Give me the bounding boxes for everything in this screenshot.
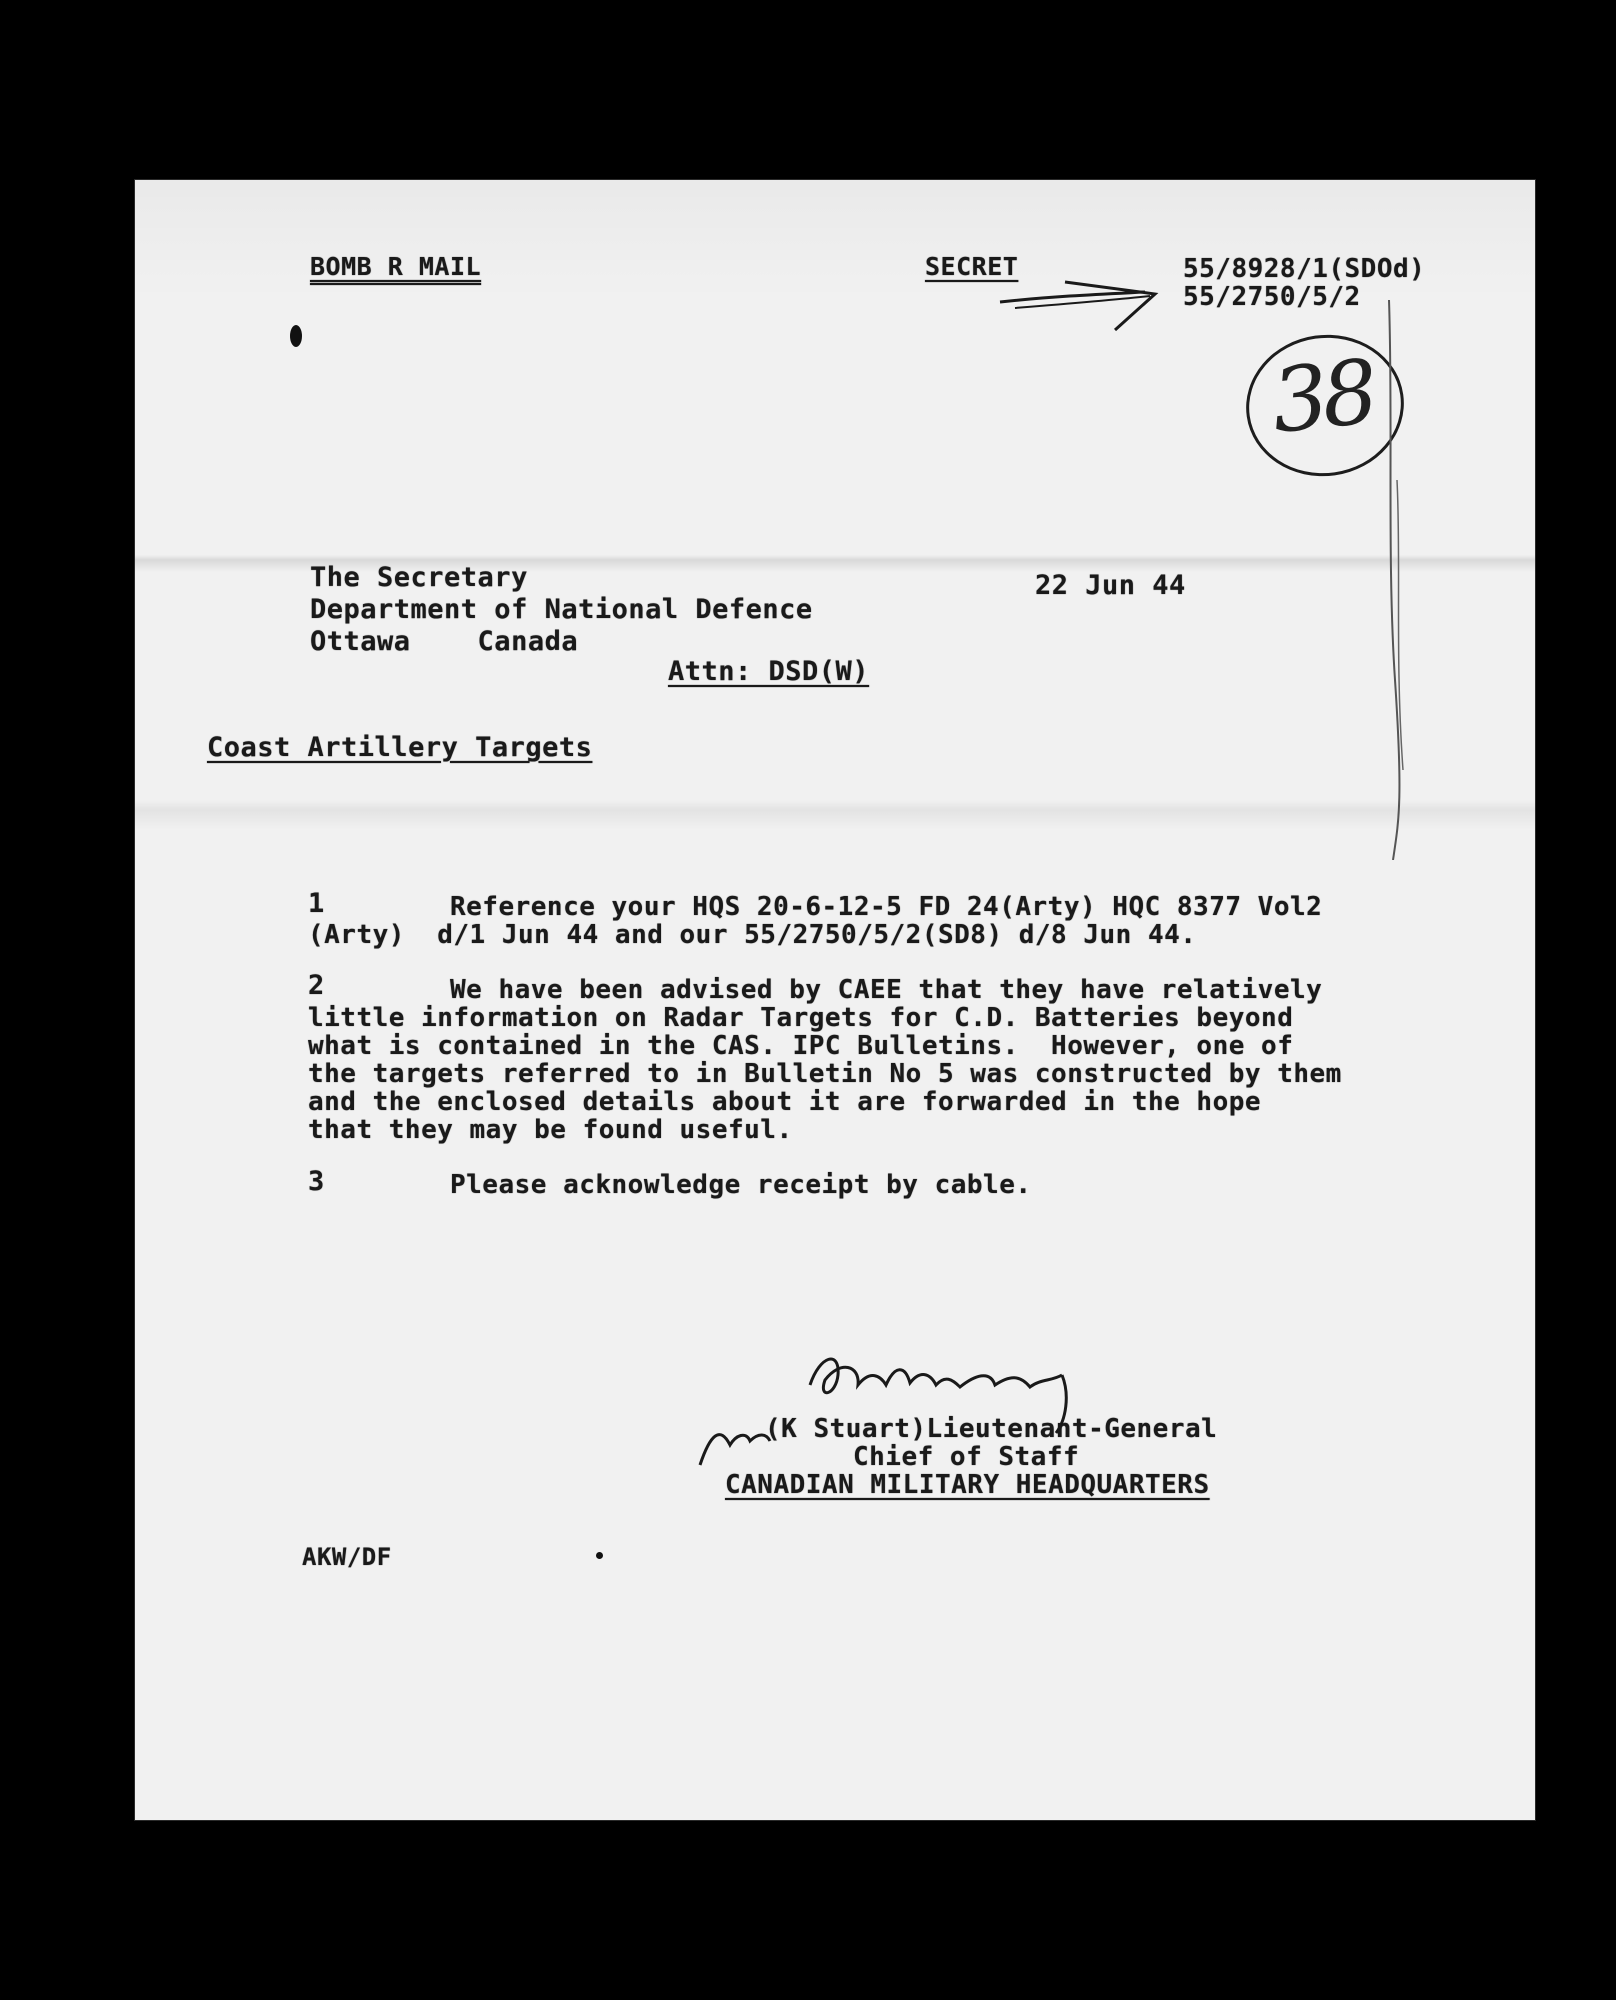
address-line-1: The Secretary — [310, 562, 528, 593]
paragraph-2-line-4: the targets referred to in Bulletin No 5 was constructed by them — [308, 1059, 1342, 1089]
paragraph-2-number: 2 — [308, 970, 325, 1001]
paragraph-2-line-2: little information on Radar Targets for C.D. Batteries beyond — [308, 1003, 1294, 1033]
paragraph-2-line-3: what is contained in the CAS. IPC Bulletins. However, one of — [308, 1031, 1294, 1061]
address-line-3: Ottawa Canada — [310, 626, 579, 657]
handwritten-arrow-icon — [995, 270, 1175, 340]
reference-number-2: 55/2750/5/2 — [1183, 282, 1361, 312]
paragraph-2-line-5: and the enclosed details about it are forwarded in the hope — [308, 1087, 1262, 1117]
signature-name-title: (K Stuart)Lieutenant-General — [765, 1414, 1218, 1444]
stamp-number: 38 — [1266, 340, 1378, 453]
paragraph-1-line-1: Reference your HQS 20-6-12-5 FD 24(Arty) HQC 8377 Vol2 — [450, 892, 1323, 922]
paragraph-2-line-1: We have been advised by CAEE that they have relatively — [450, 975, 1323, 1005]
signature-organization: CANADIAN MILITARY HEADQUARTERS — [725, 1470, 1210, 1500]
letter-date: 22 Jun 44 — [1035, 570, 1186, 601]
margin-pencil-mark — [1385, 300, 1407, 860]
bomber-mail-label: BOMB R MAIL — [310, 252, 482, 281]
attention-line: Attn: DSD(W) — [668, 656, 870, 687]
ink-dot — [596, 1552, 603, 1559]
paragraph-1-line-2: (Arty) d/1 Jun 44 and our 55/2750/5/2(SD8) d/8 Jun 44. — [308, 920, 1197, 950]
secret-label: SECRET — [925, 252, 1019, 281]
typist-initials: AKW/DF — [302, 1543, 392, 1571]
address-line-2: Department of National Defence — [310, 594, 813, 625]
subject-line: Coast Artillery Targets — [207, 732, 593, 763]
paragraph-1-number: 1 — [308, 888, 325, 919]
paragraph-3-number: 3 — [308, 1166, 325, 1197]
ink-blot — [290, 325, 302, 347]
signature-chief-of-staff: Chief of Staff — [853, 1442, 1080, 1472]
paragraph-2-line-6: that they may be found useful. — [308, 1115, 793, 1145]
paragraph-3-line-1: Please acknowledge receipt by cable. — [450, 1170, 1032, 1200]
reference-number-1: 55/8928/1(SDOd) — [1183, 254, 1426, 284]
